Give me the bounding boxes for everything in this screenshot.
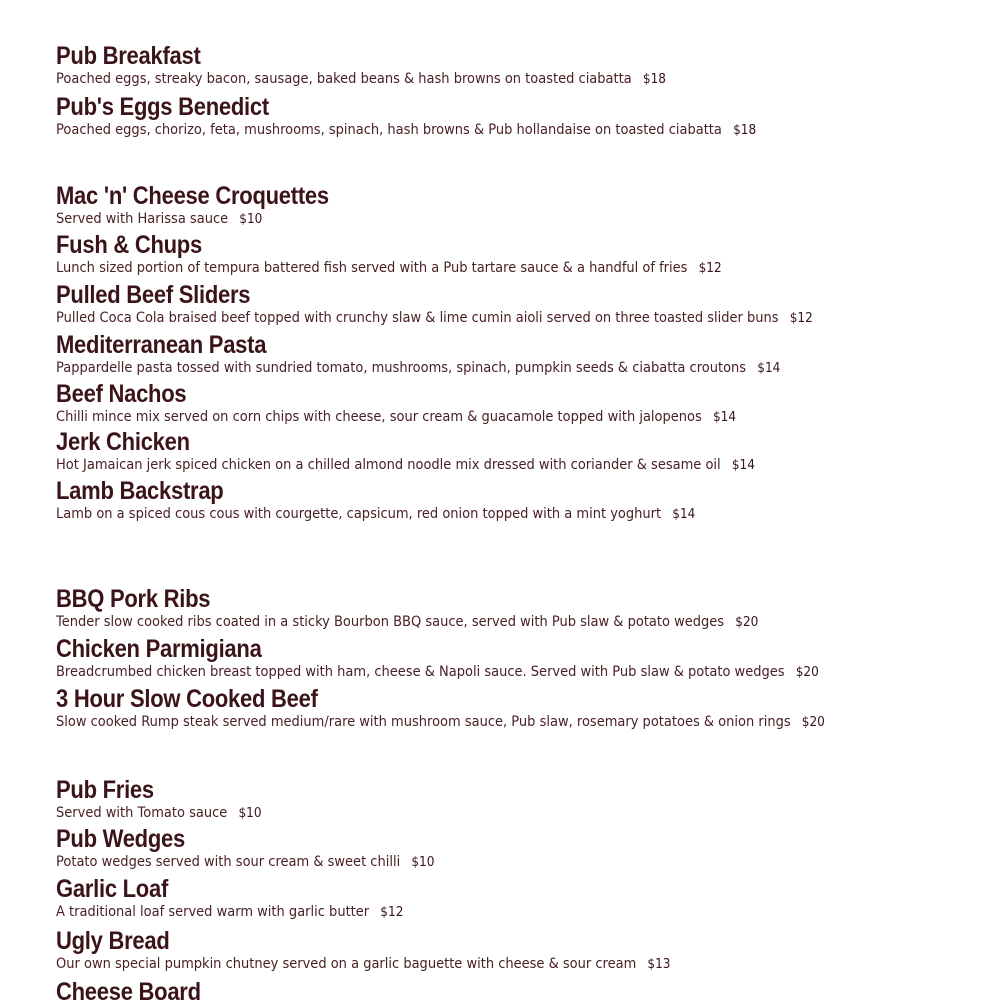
item-price: $14 (672, 507, 696, 522)
item-description-text: Breadcrumbed chicken breast topped with ham, cheese & Napoli sauce. Served with Pub slaw & potato wedges (56, 664, 785, 680)
menu-item-garlic-loaf (56, 875, 980, 922)
item-price: $18 (733, 123, 757, 138)
item-description (56, 713, 915, 732)
item-description-text: Chilli mince mix served on corn chips with cheese, sour cream & guacamole topped with jalopenos (56, 409, 702, 425)
item-description (56, 613, 915, 632)
item-description-text: Potato wedges served with sour cream & sweet chilli (56, 854, 401, 870)
item-price: $12 (698, 261, 722, 276)
item-price: $20 (801, 715, 825, 730)
item-description (56, 210, 915, 229)
item-description (56, 505, 915, 524)
item-price: $10 (411, 855, 435, 870)
item-description (56, 408, 915, 427)
menu-item-lamb-backstrap (56, 477, 980, 524)
item-description (56, 70, 915, 89)
item-description-text: Slow cooked Rump steak served medium/rare with mushroom sauce, Pub slaw, rosemary potatoes & onion rings (56, 714, 791, 730)
menu-item-slow-cooked-beef (56, 685, 980, 732)
item-price: $20 (795, 665, 819, 680)
menu-item-chicken-parmigiana (56, 635, 980, 682)
item-name: Lamb Backstrap (56, 477, 224, 505)
item-description-text: Hot Jamaican jerk spiced chicken on a chilled almond noodle mix dressed with coriander & sesame oil (56, 457, 721, 473)
item-name: Pub Wedges (56, 825, 185, 853)
item-price: $20 (735, 615, 759, 630)
item-name: 3 Hour Slow Cooked Beef (56, 685, 318, 713)
menu-item-ugly-bread (56, 927, 980, 974)
item-name: Chicken Parmigiana (56, 635, 262, 663)
menu-item-jerk-chicken (56, 428, 980, 475)
item-name: Pub's Eggs Benedict (56, 93, 269, 121)
item-name: Jerk Chicken (56, 428, 190, 456)
item-description-text: Poached eggs, chorizo, feta, mushrooms, spinach, hash browns & Pub hollandaise on toasted ciabatta (56, 122, 722, 138)
item-name: Pub Breakfast (56, 42, 201, 70)
item-description (56, 804, 915, 823)
item-description-text: Lunch sized portion of tempura battered fish served with a Pub tartare sauce & a handful of fries (56, 260, 688, 276)
item-price: $12 (789, 311, 813, 326)
item-description (56, 903, 915, 922)
item-description-text: Poached eggs, streaky bacon, sausage, baked beans & hash browns on toasted ciabatta (56, 71, 632, 87)
item-name: Beef Nachos (56, 380, 187, 408)
item-price: $14 (757, 361, 781, 376)
item-name: Mediterranean Pasta (56, 331, 267, 359)
item-description-text: Pappardelle pasta tossed with sundried tomato, mushrooms, spinach, pumpkin seeds & ciabatta croutons (56, 360, 747, 376)
item-description (56, 259, 915, 278)
item-name: BBQ Pork Ribs (56, 585, 211, 613)
menu-item-pulled-beef-sliders (56, 281, 980, 328)
item-price: $14 (712, 410, 737, 425)
item-description-text: Lamb on a spiced cous cous with courgette, capsicum, red onion topped with a mint yoghurt (56, 506, 662, 522)
menu-item-fush-chups (56, 231, 980, 278)
item-price: $10 (239, 212, 263, 227)
item-description-text: Pulled Coca Cola braised beef topped with crunchy slaw & lime cumin aioli served on three toasted slider buns (56, 310, 779, 326)
item-name: Ugly Bread (56, 927, 170, 955)
item-description-text: Served with Harissa sauce (56, 211, 229, 227)
item-name: Pulled Beef Sliders (56, 281, 251, 309)
item-price: $13 (647, 957, 671, 972)
menu-item-beef-nachos (56, 380, 980, 427)
item-name: Pub Fries (56, 776, 154, 804)
item-description-text: Tender slow cooked ribs coated in a sticky Bourbon BBQ sauce, served with Pub slaw & potato wedges (56, 614, 725, 630)
item-description (56, 359, 915, 378)
item-price: $12 (380, 905, 404, 920)
item-description-text: Served with Tomato sauce (56, 805, 228, 821)
item-name: Mac 'n' Cheese Croquettes (56, 182, 329, 210)
item-description (56, 955, 915, 974)
menu-item-eggs-benedict (56, 93, 980, 140)
menu-item-pub-wedges (56, 825, 980, 872)
item-description (56, 456, 915, 475)
menu-item-pub-breakfast (56, 42, 980, 89)
menu-item-cheese-board (56, 978, 980, 1006)
menu-item-mediterranean-pasta (56, 331, 980, 378)
item-description (56, 309, 915, 328)
item-name: Garlic Loaf (56, 875, 169, 903)
menu-item-pub-fries (56, 776, 980, 823)
item-price: $14 (731, 458, 755, 473)
item-price: $18 (642, 72, 666, 87)
menu-item-mac-cheese-croquettes (56, 182, 980, 229)
item-description-text: A traditional loaf served warm with garlic butter (56, 904, 370, 920)
item-description (56, 853, 915, 872)
menu-item-bbq-pork-ribs (56, 585, 980, 632)
item-name: Fush & Chups (56, 231, 202, 259)
item-description-text: Our own special pumpkin chutney served on a garlic baguette with cheese & sour cream (56, 956, 637, 972)
item-name: Cheese Board (56, 978, 201, 1006)
item-description (56, 663, 915, 682)
item-price: $10 (238, 806, 262, 821)
item-description (56, 121, 915, 140)
